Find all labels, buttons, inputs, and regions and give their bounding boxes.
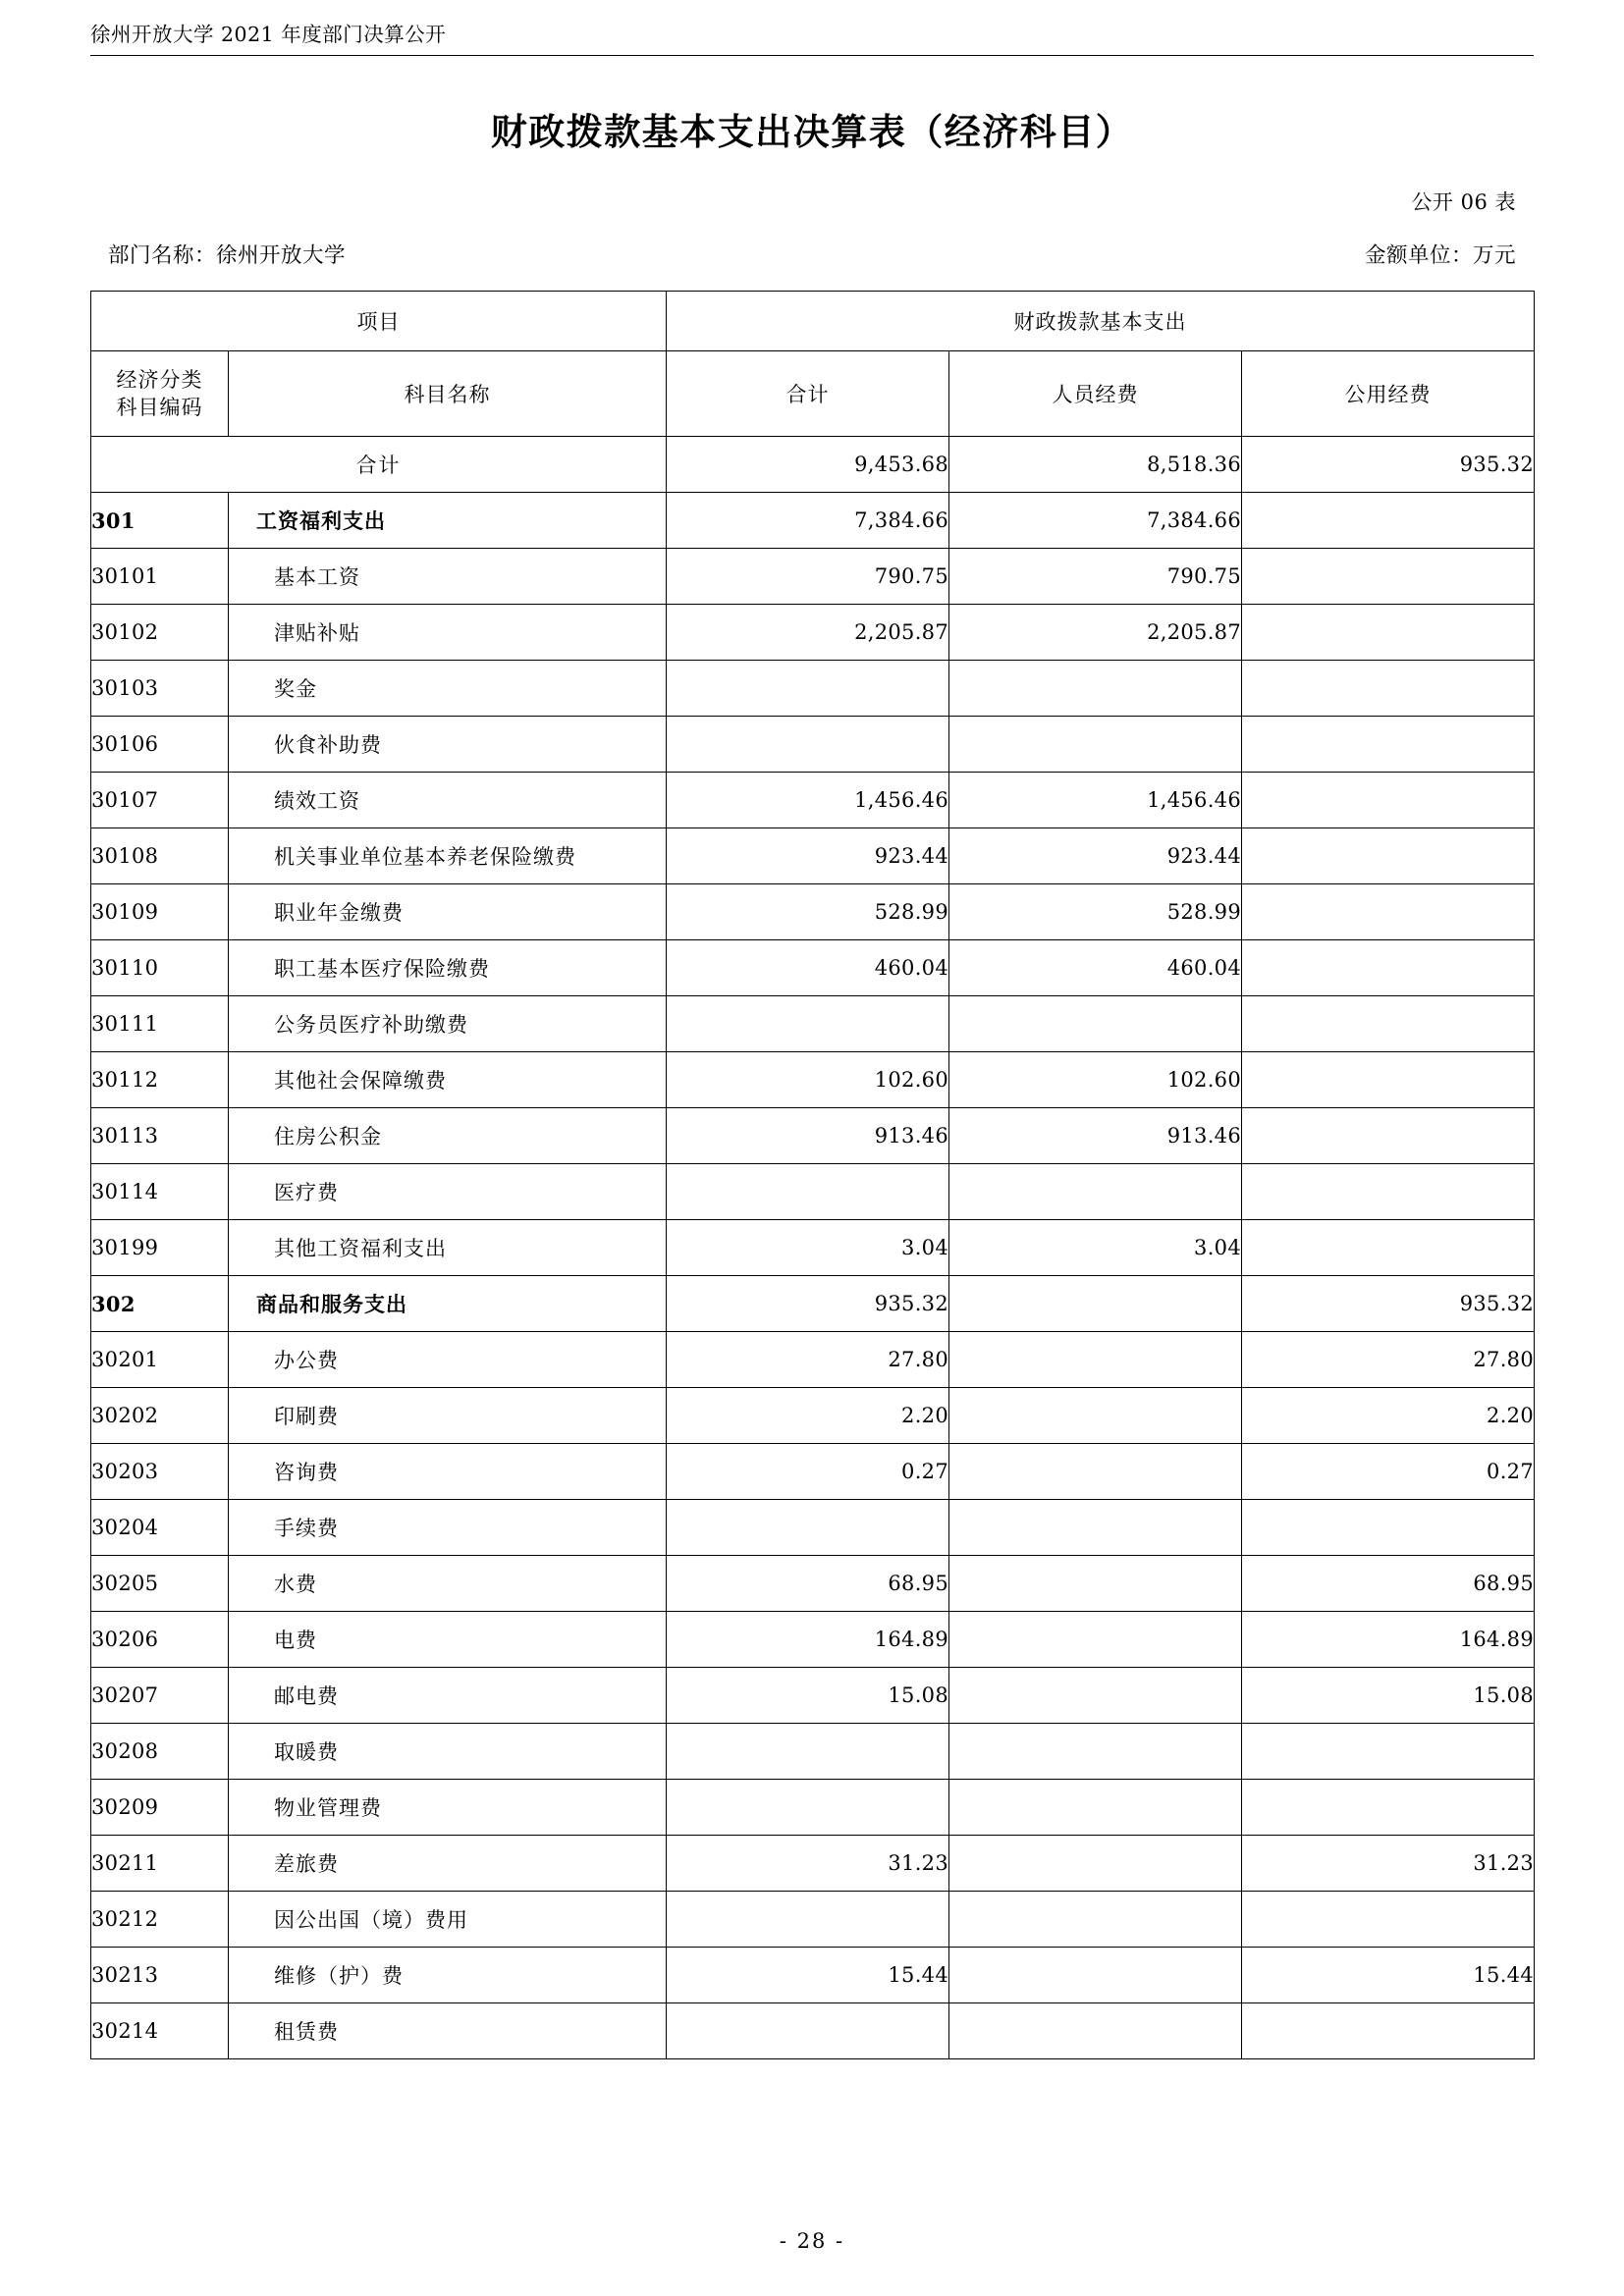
row-personnel-value: 790.75 — [949, 549, 1242, 605]
row-code: 30203 — [91, 1444, 229, 1500]
row-public-value — [1242, 2003, 1535, 2059]
row-subject-name: 手续费 — [229, 1500, 667, 1556]
row-personnel-value — [949, 1276, 1242, 1332]
row-public-value: 935.32 — [1242, 1276, 1535, 1332]
row-personnel-value — [949, 996, 1242, 1052]
row-personnel-value — [949, 2003, 1242, 2059]
row-public-value: 15.08 — [1242, 1668, 1535, 1724]
row-subject-name: 咨询费 — [229, 1444, 667, 1500]
row-subject-name: 奖金 — [229, 661, 667, 717]
table-row — [91, 1052, 1535, 1108]
row-total-value: 528.99 — [667, 884, 949, 940]
table-row — [91, 1220, 1535, 1276]
row-code: 302 — [91, 1276, 229, 1332]
row-total-value — [667, 996, 949, 1052]
row-code: 30213 — [91, 1948, 229, 2003]
row-code: 30103 — [91, 661, 229, 717]
row-code: 30209 — [91, 1780, 229, 1836]
row-public-value — [1242, 1724, 1535, 1780]
row-public-value — [1242, 1220, 1535, 1276]
row-personnel-value: 7,384.66 — [949, 493, 1242, 549]
row-subject-name: 物业管理费 — [229, 1780, 667, 1836]
row-public-value — [1242, 493, 1535, 549]
table-row — [91, 1388, 1535, 1444]
table-row — [91, 1444, 1535, 1500]
row-public-value — [1242, 549, 1535, 605]
row-total-value: 27.80 — [667, 1332, 949, 1388]
header-subject-name: 科目名称 — [229, 351, 667, 437]
table-row — [91, 661, 1535, 717]
row-personnel-value: 1,456.46 — [949, 773, 1242, 828]
row-personnel-value — [949, 1724, 1242, 1780]
row-total-value: 790.75 — [667, 549, 949, 605]
finance-table — [90, 291, 1535, 2059]
row-subject-name: 医疗费 — [229, 1164, 667, 1220]
row-total-value: 164.89 — [667, 1612, 949, 1668]
row-personnel-value — [949, 1388, 1242, 1444]
table-row — [91, 773, 1535, 828]
row-personnel-value — [949, 1836, 1242, 1892]
row-personnel-value: 102.60 — [949, 1052, 1242, 1108]
row-subject-name: 取暖费 — [229, 1724, 667, 1780]
header-public-funds: 公用经费 — [1242, 351, 1535, 437]
row-personnel-value — [949, 1500, 1242, 1556]
row-subject-name: 因公出国（境）费用 — [229, 1892, 667, 1948]
row-code: 30204 — [91, 1500, 229, 1556]
table-row — [91, 1948, 1535, 2003]
table-row — [91, 996, 1535, 1052]
row-code: 30206 — [91, 1612, 229, 1668]
row-public-value — [1242, 1500, 1535, 1556]
table-header-group-row — [91, 292, 1535, 351]
table-row — [91, 1612, 1535, 1668]
table-row — [91, 828, 1535, 884]
row-code: 30101 — [91, 549, 229, 605]
row-public-value — [1242, 1892, 1535, 1948]
row-subject-name: 电费 — [229, 1612, 667, 1668]
row-total-label: 合计 — [91, 437, 667, 493]
row-public-value: 164.89 — [1242, 1612, 1535, 1668]
row-code: 30110 — [91, 940, 229, 996]
row-public-value: 2.20 — [1242, 1388, 1535, 1444]
row-total-value: 3.04 — [667, 1220, 949, 1276]
row-public-value — [1242, 828, 1535, 884]
row-code: 30212 — [91, 1892, 229, 1948]
row-subject-name: 印刷费 — [229, 1388, 667, 1444]
row-subject-name: 维修（护）费 — [229, 1948, 667, 2003]
page-footer: - 28 - — [779, 2229, 845, 2253]
row-public-value — [1242, 1052, 1535, 1108]
row-total-value: 913.46 — [667, 1108, 949, 1164]
row-subject-name: 绩效工资 — [229, 773, 667, 828]
row-total-value: 460.04 — [667, 940, 949, 996]
header-total: 合计 — [667, 351, 949, 437]
row-total-value: 15.08 — [667, 1668, 949, 1724]
row-personnel-value: 923.44 — [949, 828, 1242, 884]
table-row — [91, 1892, 1535, 1948]
table-row — [91, 437, 1535, 493]
row-subject-name: 伙食补助费 — [229, 717, 667, 773]
row-subject-name: 其他社会保障缴费 — [229, 1052, 667, 1108]
table-row — [91, 1108, 1535, 1164]
row-personnel-value — [949, 1332, 1242, 1388]
row-personnel-value — [949, 1948, 1242, 2003]
table-row — [91, 884, 1535, 940]
row-public-value — [1242, 1108, 1535, 1164]
row-subject-name: 职工基本医疗保险缴费 — [229, 940, 667, 996]
row-code: 30207 — [91, 1668, 229, 1724]
row-public-value — [1242, 773, 1535, 828]
table-header-column-row — [91, 351, 1535, 437]
department-name-label: 部门名称：徐州开放大学 — [108, 243, 347, 268]
table-row — [91, 1276, 1535, 1332]
row-total-value: 102.60 — [667, 1052, 949, 1108]
row-total-value: 2.20 — [667, 1388, 949, 1444]
row-public-value — [1242, 661, 1535, 717]
row-code: 30107 — [91, 773, 229, 828]
row-public-value: 15.44 — [1242, 1948, 1535, 2003]
row-total-value — [667, 1164, 949, 1220]
row-public-value — [1242, 996, 1535, 1052]
row-code: 30102 — [91, 605, 229, 661]
row-code: 30205 — [91, 1556, 229, 1612]
row-public-value — [1242, 717, 1535, 773]
header-economic-code — [91, 351, 229, 437]
row-code: 30211 — [91, 1836, 229, 1892]
table-body — [91, 437, 1535, 2059]
table-row — [91, 549, 1535, 605]
row-subject-name: 水费 — [229, 1556, 667, 1612]
row-subject-name: 商品和服务支出 — [229, 1276, 667, 1332]
row-subject-name: 办公费 — [229, 1332, 667, 1388]
row-personnel-value — [949, 1444, 1242, 1500]
row-public-value — [1242, 940, 1535, 996]
row-code: 30208 — [91, 1724, 229, 1780]
table-row — [91, 493, 1535, 549]
row-total-value: 923.44 — [667, 828, 949, 884]
row-subject-name: 职业年金缴费 — [229, 884, 667, 940]
row-code: 30202 — [91, 1388, 229, 1444]
row-total-value — [667, 2003, 949, 2059]
running-head-text: 徐州开放大学 2021 年度部门决算公开 — [90, 23, 447, 46]
row-public-value — [1242, 1780, 1535, 1836]
row-code: 30111 — [91, 996, 229, 1052]
row-personnel-value: 8,518.36 — [949, 437, 1242, 493]
header-project: 项目 — [91, 292, 667, 351]
row-code: 30114 — [91, 1164, 229, 1220]
row-public-value — [1242, 884, 1535, 940]
table-row — [91, 1164, 1535, 1220]
row-total-value: 15.44 — [667, 1948, 949, 2003]
row-public-value: 935.32 — [1242, 437, 1535, 493]
row-total-value — [667, 1892, 949, 1948]
table-row — [91, 1668, 1535, 1724]
row-total-value: 1,456.46 — [667, 773, 949, 828]
row-personnel-value — [949, 1556, 1242, 1612]
row-subject-name: 工资福利支出 — [229, 493, 667, 549]
row-code: 30108 — [91, 828, 229, 884]
table-row — [91, 940, 1535, 996]
row-public-value — [1242, 1164, 1535, 1220]
row-code: 30214 — [91, 2003, 229, 2059]
row-total-value: 31.23 — [667, 1836, 949, 1892]
row-subject-name: 住房公积金 — [229, 1108, 667, 1164]
row-personnel-value — [949, 717, 1242, 773]
row-personnel-value — [949, 1668, 1242, 1724]
header-economic-code-line1: 经济分类 — [116, 367, 203, 392]
row-subject-name: 邮电费 — [229, 1668, 667, 1724]
row-personnel-value — [949, 1892, 1242, 1948]
row-total-value — [667, 1500, 949, 1556]
row-personnel-value: 2,205.87 — [949, 605, 1242, 661]
row-subject-name: 租赁费 — [229, 2003, 667, 2059]
row-personnel-value: 913.46 — [949, 1108, 1242, 1164]
row-personnel-value — [949, 1164, 1242, 1220]
row-code: 30109 — [91, 884, 229, 940]
row-total-value: 9,453.68 — [667, 437, 949, 493]
table-row — [91, 1780, 1535, 1836]
row-public-value: 68.95 — [1242, 1556, 1535, 1612]
table-row — [91, 605, 1535, 661]
running-head-rule — [90, 55, 1534, 56]
row-personnel-value — [949, 1780, 1242, 1836]
table-row — [91, 1836, 1535, 1892]
row-code: 301 — [91, 493, 229, 549]
amount-unit-label: 金额单位：万元 — [1364, 243, 1516, 268]
row-code: 30199 — [91, 1220, 229, 1276]
row-public-value: 27.80 — [1242, 1332, 1535, 1388]
running-head — [90, 22, 1534, 61]
table-row — [91, 717, 1535, 773]
finance-table-wrapper — [90, 291, 1534, 2059]
header-personnel-funds: 人员经费 — [949, 351, 1242, 437]
table-row — [91, 1500, 1535, 1556]
table-row — [91, 1332, 1535, 1388]
table-row — [91, 2003, 1535, 2059]
row-total-value — [667, 717, 949, 773]
row-total-value — [667, 1724, 949, 1780]
table-row — [91, 1724, 1535, 1780]
row-code: 30113 — [91, 1108, 229, 1164]
row-personnel-value — [949, 1612, 1242, 1668]
row-personnel-value — [949, 661, 1242, 717]
row-subject-name: 公务员医疗补助缴费 — [229, 996, 667, 1052]
row-subject-name: 机关事业单位基本养老保险缴费 — [229, 828, 667, 884]
row-total-value — [667, 661, 949, 717]
table-meta-row — [108, 239, 1516, 268]
row-subject-name: 津贴补贴 — [229, 605, 667, 661]
header-economic-code-line2: 科目编码 — [116, 396, 203, 419]
row-public-value: 31.23 — [1242, 1836, 1535, 1892]
row-total-value — [667, 1780, 949, 1836]
header-fiscal-basic-expenditure: 财政拨款基本支出 — [667, 292, 1535, 351]
table-row — [91, 1556, 1535, 1612]
row-total-value: 7,384.66 — [667, 493, 949, 549]
row-personnel-value: 460.04 — [949, 940, 1242, 996]
page-title: 财政拨款基本支出决算表（经济科目） — [490, 110, 1134, 153]
row-total-value: 68.95 — [667, 1556, 949, 1612]
sheet-number-label: 公开 06 表 — [1411, 190, 1516, 214]
row-total-value: 0.27 — [667, 1444, 949, 1500]
row-code: 30201 — [91, 1332, 229, 1388]
row-public-value: 0.27 — [1242, 1444, 1535, 1500]
table-head — [91, 292, 1535, 437]
row-public-value — [1242, 605, 1535, 661]
row-subject-name: 差旅费 — [229, 1836, 667, 1892]
row-code: 30112 — [91, 1052, 229, 1108]
row-total-value: 2,205.87 — [667, 605, 949, 661]
row-code: 30106 — [91, 717, 229, 773]
row-personnel-value: 528.99 — [949, 884, 1242, 940]
row-subject-name: 基本工资 — [229, 549, 667, 605]
row-total-value: 935.32 — [667, 1276, 949, 1332]
row-subject-name: 其他工资福利支出 — [229, 1220, 667, 1276]
row-personnel-value: 3.04 — [949, 1220, 1242, 1276]
